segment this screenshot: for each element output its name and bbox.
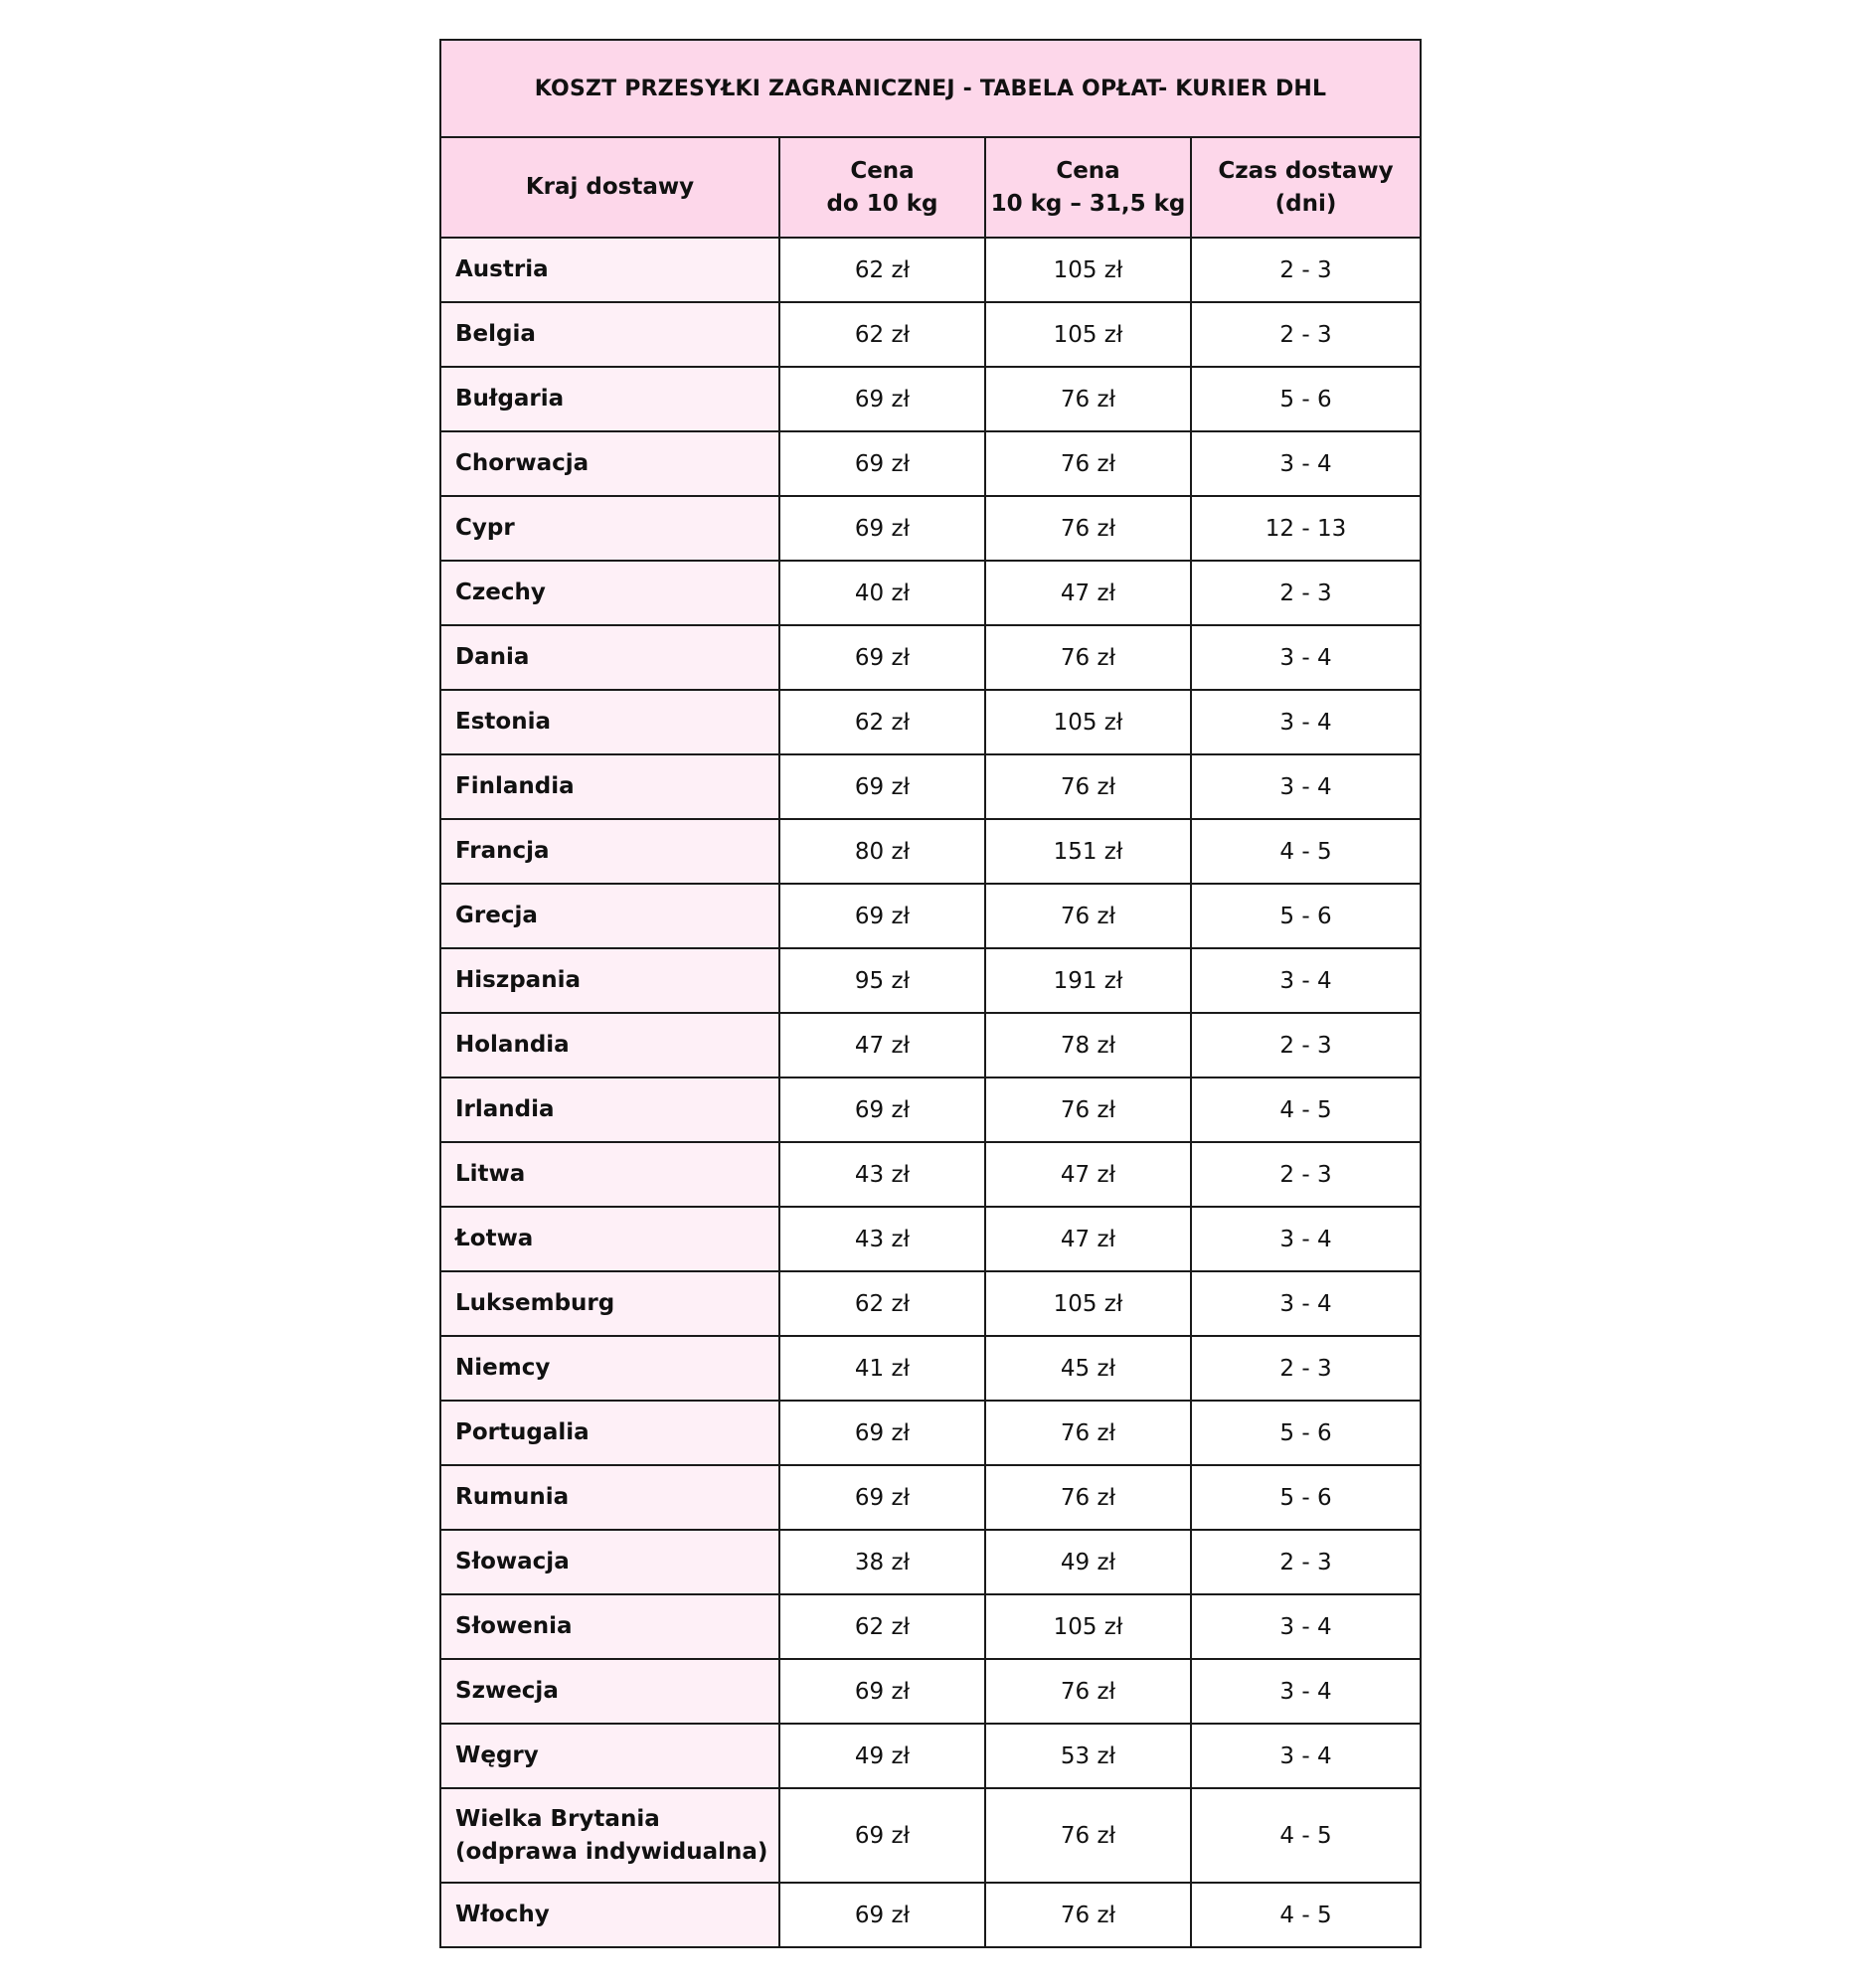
price-10-31kg: 76 zł: [985, 625, 1191, 690]
price-10-31kg: 76 zł: [985, 367, 1191, 431]
table-row: [440, 754, 1421, 819]
delivery-days: 3 - 4: [1191, 1659, 1421, 1724]
price-10-31kg: 76 zł: [985, 1401, 1191, 1465]
price-up-to-10kg: 62 zł: [779, 1594, 985, 1659]
price-10-31kg: 47 zł: [985, 561, 1191, 625]
country-name: Austria: [440, 238, 779, 302]
country-name: Słowacja: [440, 1530, 779, 1594]
delivery-days: 2 - 3: [1191, 1336, 1421, 1401]
country-name: Wielka Brytania (odprawa indywidualna): [440, 1788, 779, 1883]
country-name: Łotwa: [440, 1207, 779, 1271]
delivery-days: 5 - 6: [1191, 1465, 1421, 1530]
price-10-31kg: 105 zł: [985, 238, 1191, 302]
header-price-10-31kg: Cena 10 kg – 31,5 kg: [985, 137, 1191, 238]
price-10-31kg: 151 zł: [985, 819, 1191, 884]
country-name: Czechy: [440, 561, 779, 625]
delivery-days: 2 - 3: [1191, 1142, 1421, 1207]
price-up-to-10kg: 69 zł: [779, 1465, 985, 1530]
price-10-31kg: 76 zł: [985, 884, 1191, 948]
price-up-to-10kg: 43 zł: [779, 1142, 985, 1207]
country-name: Szwecja: [440, 1659, 779, 1724]
country-name: Estonia: [440, 690, 779, 754]
price-up-to-10kg: 95 zł: [779, 948, 985, 1013]
price-up-to-10kg: 49 zł: [779, 1724, 985, 1788]
table-row: [440, 561, 1421, 625]
price-up-to-10kg: 62 zł: [779, 302, 985, 367]
price-10-31kg: 105 zł: [985, 690, 1191, 754]
table-row: [440, 1724, 1421, 1788]
table-row: [440, 1336, 1421, 1401]
delivery-days: 2 - 3: [1191, 1530, 1421, 1594]
table-row: [440, 1142, 1421, 1207]
price-10-31kg: 47 zł: [985, 1207, 1191, 1271]
price-10-31kg: 49 zł: [985, 1530, 1191, 1594]
delivery-days: 3 - 4: [1191, 1594, 1421, 1659]
country-name: Hiszpania: [440, 948, 779, 1013]
country-name: Holandia: [440, 1013, 779, 1077]
delivery-days: 3 - 4: [1191, 948, 1421, 1013]
delivery-days: 3 - 4: [1191, 1271, 1421, 1336]
table-row: [440, 1465, 1421, 1530]
price-10-31kg: 105 zł: [985, 1271, 1191, 1336]
price-up-to-10kg: 41 zł: [779, 1336, 985, 1401]
price-10-31kg: 78 zł: [985, 1013, 1191, 1077]
price-10-31kg: 105 zł: [985, 1594, 1191, 1659]
table-title: KOSZT PRZESYŁKI ZAGRANICZNEJ - TABELA OPŁAT- KURIER DHL: [440, 40, 1421, 137]
country-name: Grecja: [440, 884, 779, 948]
country-name: Chorwacja: [440, 431, 779, 496]
table-row: [440, 1207, 1421, 1271]
country-name: Francja: [440, 819, 779, 884]
delivery-days: 5 - 6: [1191, 367, 1421, 431]
price-up-to-10kg: 69 zł: [779, 1077, 985, 1142]
delivery-days: 3 - 4: [1191, 754, 1421, 819]
header-price-up-to-10kg: Cena do 10 kg: [779, 137, 985, 238]
table-row: [440, 1659, 1421, 1724]
delivery-days: 4 - 5: [1191, 1788, 1421, 1883]
delivery-days: 3 - 4: [1191, 1207, 1421, 1271]
table-row: [440, 948, 1421, 1013]
price-up-to-10kg: 62 zł: [779, 238, 985, 302]
price-up-to-10kg: 80 zł: [779, 819, 985, 884]
delivery-days: 3 - 4: [1191, 431, 1421, 496]
table-row: [440, 431, 1421, 496]
country-name: Portugalia: [440, 1401, 779, 1465]
table-row: [440, 1013, 1421, 1077]
delivery-days: 3 - 4: [1191, 625, 1421, 690]
country-name: Włochy: [440, 1883, 779, 1947]
delivery-days: 5 - 6: [1191, 1401, 1421, 1465]
country-name: Cypr: [440, 496, 779, 561]
country-name: Węgry: [440, 1724, 779, 1788]
country-name: Finlandia: [440, 754, 779, 819]
price-up-to-10kg: 43 zł: [779, 1207, 985, 1271]
delivery-days: 4 - 5: [1191, 819, 1421, 884]
table-row: [440, 238, 1421, 302]
delivery-days: 5 - 6: [1191, 884, 1421, 948]
table-row: [440, 1788, 1421, 1883]
table-row: [440, 625, 1421, 690]
header-delivery-days: Czas dostawy (dni): [1191, 137, 1421, 238]
delivery-days: 12 - 13: [1191, 496, 1421, 561]
price-up-to-10kg: 69 zł: [779, 1788, 985, 1883]
price-10-31kg: 105 zł: [985, 302, 1191, 367]
delivery-days: 4 - 5: [1191, 1883, 1421, 1947]
price-up-to-10kg: 40 zł: [779, 561, 985, 625]
delivery-days: 2 - 3: [1191, 561, 1421, 625]
price-10-31kg: 76 zł: [985, 431, 1191, 496]
header-country: Kraj dostawy: [440, 137, 779, 238]
country-name: Bułgaria: [440, 367, 779, 431]
country-name: Dania: [440, 625, 779, 690]
table-row: [440, 1530, 1421, 1594]
table-row: [440, 1401, 1421, 1465]
price-10-31kg: 76 zł: [985, 1788, 1191, 1883]
price-10-31kg: 76 zł: [985, 1077, 1191, 1142]
table-row: [440, 1077, 1421, 1142]
country-name: Belgia: [440, 302, 779, 367]
price-up-to-10kg: 69 zł: [779, 431, 985, 496]
country-name: Litwa: [440, 1142, 779, 1207]
price-up-to-10kg: 69 zł: [779, 754, 985, 819]
price-up-to-10kg: 62 zł: [779, 690, 985, 754]
price-up-to-10kg: 69 zł: [779, 884, 985, 948]
price-up-to-10kg: 69 zł: [779, 1659, 985, 1724]
table-row: [440, 302, 1421, 367]
table-row: [440, 367, 1421, 431]
delivery-days: 3 - 4: [1191, 690, 1421, 754]
table-row: [440, 690, 1421, 754]
table-body: [440, 238, 1421, 1947]
table-row: [440, 819, 1421, 884]
price-up-to-10kg: 62 zł: [779, 1271, 985, 1336]
country-name: Słowenia: [440, 1594, 779, 1659]
price-10-31kg: 45 zł: [985, 1336, 1191, 1401]
price-10-31kg: 76 zł: [985, 1659, 1191, 1724]
price-10-31kg: 53 zł: [985, 1724, 1191, 1788]
delivery-days: 2 - 3: [1191, 238, 1421, 302]
country-name: Niemcy: [440, 1336, 779, 1401]
price-up-to-10kg: 69 zł: [779, 625, 985, 690]
country-name: Luksemburg: [440, 1271, 779, 1336]
price-10-31kg: 76 zł: [985, 496, 1191, 561]
price-up-to-10kg: 69 zł: [779, 1883, 985, 1947]
price-up-to-10kg: 69 zł: [779, 1401, 985, 1465]
price-10-31kg: 76 zł: [985, 1883, 1191, 1947]
table-row: [440, 1271, 1421, 1336]
price-10-31kg: 76 zł: [985, 754, 1191, 819]
table-row: [440, 496, 1421, 561]
price-10-31kg: 47 zł: [985, 1142, 1191, 1207]
price-10-31kg: 191 zł: [985, 948, 1191, 1013]
table-row: [440, 1883, 1421, 1947]
shipping-rate-table: [439, 39, 1422, 1948]
country-name: Irlandia: [440, 1077, 779, 1142]
delivery-days: 3 - 4: [1191, 1724, 1421, 1788]
price-up-to-10kg: 69 zł: [779, 496, 985, 561]
delivery-days: 2 - 3: [1191, 302, 1421, 367]
country-name: Rumunia: [440, 1465, 779, 1530]
price-up-to-10kg: 47 zł: [779, 1013, 985, 1077]
delivery-days: 4 - 5: [1191, 1077, 1421, 1142]
price-up-to-10kg: 38 zł: [779, 1530, 985, 1594]
delivery-days: 2 - 3: [1191, 1013, 1421, 1077]
price-10-31kg: 76 zł: [985, 1465, 1191, 1530]
price-up-to-10kg: 69 zł: [779, 367, 985, 431]
table-row: [440, 884, 1421, 948]
table-row: [440, 1594, 1421, 1659]
